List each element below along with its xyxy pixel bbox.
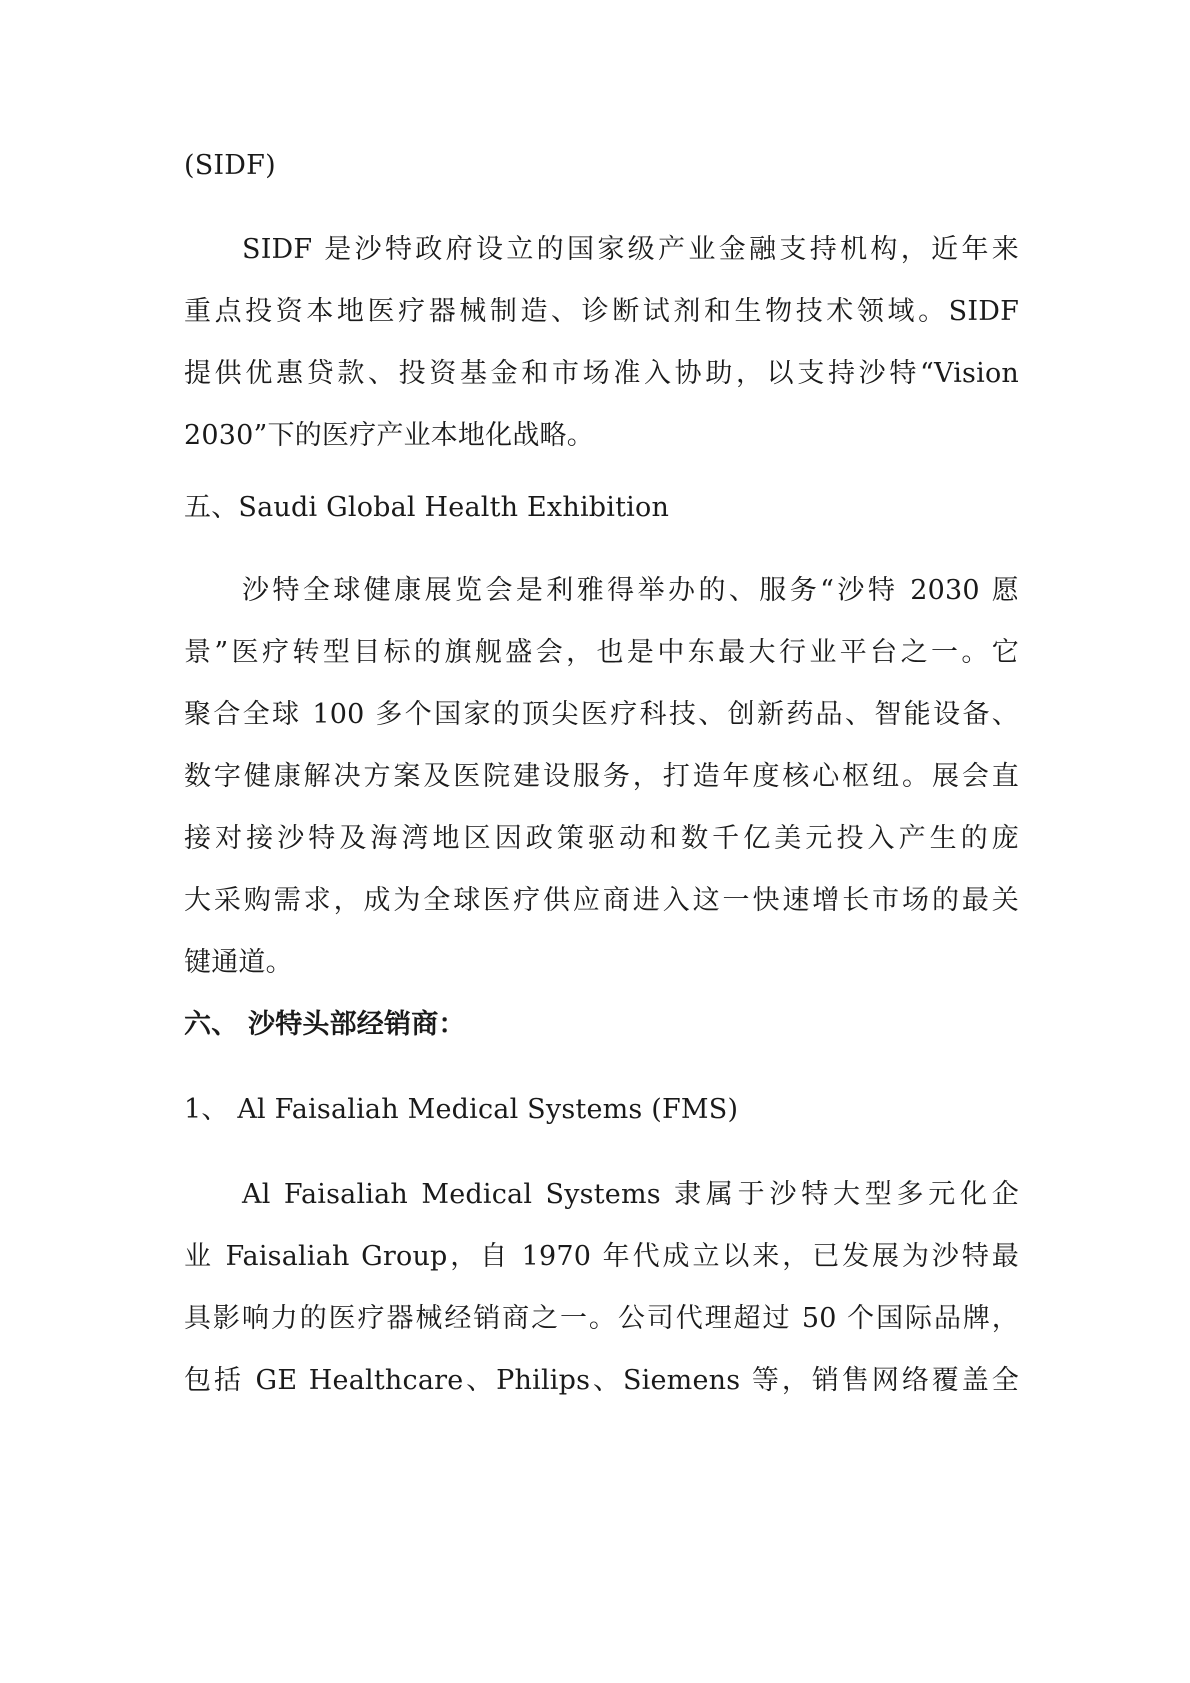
paragraph-line: Al Faisaliah Medical Systems 隶属于沙特大型多元化企	[242, 1179, 1019, 1210]
paragraph-line: 大采购需求，成为全球医疗供应商进入这一快速增长市场的最关	[184, 885, 1019, 916]
section5-paragraph	[184, 560, 1019, 994]
paragraph-line: 业 Faisaliah Group，自 1970 年代成立以来，已发展为沙特最	[184, 1241, 1019, 1272]
paragraph-line: 景”医疗转型目标的旗舰盛会，也是中东最大行业平台之一。它	[184, 637, 1019, 668]
item1-heading-block	[184, 1079, 1019, 1141]
section5-heading: 五、Saudi Global Health Exhibition	[184, 492, 670, 523]
paragraph-line: 沙特全球健康展览会是利雅得举办的、服务“沙特 2030 愿	[242, 575, 1019, 606]
section5-heading-block	[184, 477, 1019, 539]
paragraph-line: 重点投资本地医疗器械制造、诊断试剂和生物技术领域。SIDF	[184, 296, 1019, 327]
paragraph-line: 键通道。	[184, 947, 293, 978]
paragraph-line: 2030”下的医疗产业本地化战略。	[184, 420, 594, 451]
sidf-heading: (SIDF)	[184, 150, 276, 181]
item1-heading: 1、 Al Faisaliah Medical Systems (FMS)	[184, 1094, 739, 1125]
sidf-paragraph	[184, 219, 1019, 467]
sidf-heading-block	[184, 135, 1019, 197]
section6-heading-block	[184, 994, 1019, 1056]
section6-heading: 六、 沙特头部经销商：	[184, 1009, 466, 1040]
paragraph-line: 聚合全球 100 多个国家的顶尖医疗科技、创新药品、智能设备、	[184, 699, 1019, 730]
paragraph-line: 接对接沙特及海湾地区因政策驱动和数千亿美元投入产生的庞	[184, 823, 1019, 854]
paragraph-line: 具影响力的医疗器械经销商之一。公司代理超过 50 个国际品牌，	[184, 1303, 1019, 1334]
item1-paragraph	[184, 1164, 1019, 1412]
paragraph-line: 数字健康解决方案及医院建设服务，打造年度核心枢纽。展会直	[184, 761, 1019, 792]
paragraph-line: SIDF 是沙特政府设立的国家级产业金融支持机构，近年来	[242, 234, 1019, 265]
paragraph-line: 提供优惠贷款、投资基金和市场准入协助，以支持沙特“Vision	[184, 358, 1019, 389]
paragraph-line: 包括 GE Healthcare、Philips、Siemens 等，销售网络覆盖全	[184, 1365, 1019, 1396]
